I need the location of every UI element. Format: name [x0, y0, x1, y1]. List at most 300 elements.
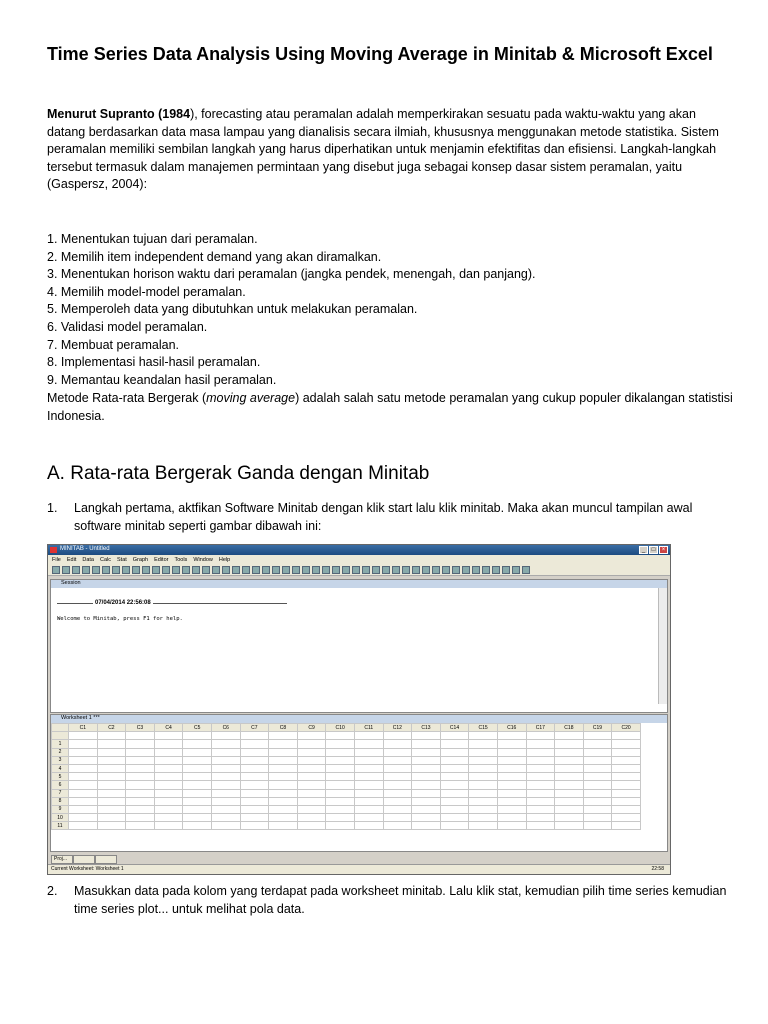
name-cell: [612, 732, 641, 740]
menu-item: Editor: [154, 556, 169, 563]
toolbar-icon: [142, 566, 150, 574]
grid-cell: [412, 814, 441, 822]
grid-cell: [326, 797, 355, 805]
grid-cell: [555, 789, 584, 797]
grid-cell: [126, 773, 155, 781]
intro-text: ), forecasting atau peramalan adalah memperkirakan sesuatu pada waktu-waktu yang akan datang berdasarkan data masa lampau yang dianalisis secara ilmiah, khususnya menggunakan metode statistika. Sistem peramalan memiliki sembilan langkah yang harus diperhatikan untuk menjamin efektifitas dan efisiensi. Langkah-langkah tersebut termasuk dalam manajemen permintaan yang disebut juga sebagai konsep dasar sistem peramalan, yaitu (Gaspersz, 2004):: [47, 107, 719, 192]
grid-cell: [326, 764, 355, 772]
column-header: C19: [583, 724, 612, 732]
grid-cell: [240, 764, 269, 772]
menu-item: Stat: [117, 556, 127, 563]
grid-cell: [383, 822, 412, 830]
grid-cell: [497, 748, 526, 756]
grid-cell: [383, 781, 412, 789]
toolbar-icon: [452, 566, 460, 574]
step-1-number: 1.: [47, 501, 58, 515]
grid-cell: [526, 805, 555, 813]
grid-cell: [412, 822, 441, 830]
column-header: C11: [354, 724, 383, 732]
toolbar-icon: [322, 566, 330, 574]
minitab-app-icon: [50, 547, 57, 553]
toolbar-icon: [82, 566, 90, 574]
toolbar-icon: [512, 566, 520, 574]
menu-item: Tools: [174, 556, 188, 563]
grid-cell: [497, 781, 526, 789]
grid-cell: [269, 781, 298, 789]
grid-cell: [383, 764, 412, 772]
grid-cell: [326, 740, 355, 748]
grid-cell: [69, 805, 98, 813]
column-header: C20: [612, 724, 641, 732]
step-1: [47, 499, 727, 535]
grid-cell: [555, 740, 584, 748]
toolbar-icon: [342, 566, 350, 574]
grid-cell: [126, 781, 155, 789]
table-row: [52, 781, 641, 789]
toolbar-icon: [422, 566, 430, 574]
grid-cell: [526, 740, 555, 748]
grid-cell: [469, 822, 498, 830]
grid-cell: [354, 740, 383, 748]
name-cell: [211, 732, 240, 740]
grid-cell: [526, 748, 555, 756]
toolbar-icon: [402, 566, 410, 574]
grid-cell: [97, 773, 126, 781]
grid-cell: [497, 805, 526, 813]
table-row: [52, 764, 641, 772]
grid-cell: [183, 756, 212, 764]
grid-cell: [97, 822, 126, 830]
grid-cell: [211, 756, 240, 764]
grid-cell: [240, 781, 269, 789]
list-item: 4. Memilih model-model peramalan.: [47, 284, 246, 299]
grid-cell: [183, 764, 212, 772]
grid-cell: [240, 748, 269, 756]
grid-cell: [126, 805, 155, 813]
toolbar-icon: [262, 566, 270, 574]
worksheet-grid: [51, 723, 641, 830]
grid-cell: [412, 805, 441, 813]
list-item: 3. Menentukan horison waktu dari peramalan (jangka pendek, menengah, dan panjang).: [47, 267, 536, 282]
grid-cell: [154, 822, 183, 830]
grid-cell: [383, 740, 412, 748]
closing-pre: Metode Rata-rata Bergerak (: [47, 391, 207, 405]
intro-author: Menurut Supranto (1984: [47, 107, 191, 121]
toolbar-icon: [352, 566, 360, 574]
grid-cell: [612, 781, 641, 789]
row-header: 10: [52, 814, 69, 822]
grid-cell: [354, 764, 383, 772]
menu-item: Window: [193, 556, 213, 563]
grid-cell: [526, 756, 555, 764]
grid-cell: [297, 756, 326, 764]
grid-cell: [269, 805, 298, 813]
menu-item: Help: [218, 556, 231, 563]
table-row: [52, 814, 641, 822]
grid-cell: [297, 773, 326, 781]
step-2: [47, 882, 727, 918]
column-header: C16: [497, 724, 526, 732]
grid-cell: [211, 781, 240, 789]
grid-cell: [183, 822, 212, 830]
grid-cell: [69, 773, 98, 781]
grid-cell: [412, 748, 441, 756]
grid-cell: [69, 740, 98, 748]
minitab-taskbar: [48, 853, 670, 864]
list-item: 2. Memilih item independent demand yang akan diramalkan.: [47, 249, 382, 264]
grid-cell: [469, 805, 498, 813]
toolbar-icon: [492, 566, 500, 574]
grid-cell: [69, 764, 98, 772]
grid-cell: [497, 789, 526, 797]
column-header: C2: [97, 724, 126, 732]
grid-cell: [269, 789, 298, 797]
grid-cell: [612, 822, 641, 830]
grid-cell: [269, 814, 298, 822]
grid-cell: [469, 748, 498, 756]
column-header: C3: [126, 724, 155, 732]
grid-cell: [154, 797, 183, 805]
grid-cell: [412, 764, 441, 772]
toolbar-icon: [182, 566, 190, 574]
grid-cell: [526, 814, 555, 822]
list-item: 8. Implementasi hasil-hasil peramalan.: [47, 355, 261, 370]
grid-cell: [383, 814, 412, 822]
grid-cell: [240, 756, 269, 764]
step-2-text: Masukkan data pada kolom yang terdapat pada worksheet minitab. Lalu klik stat, kemudian pilih time series kemudian time series plot... untuk melihat pola data.: [74, 884, 727, 916]
grid-cell: [469, 797, 498, 805]
column-header: C1: [69, 724, 98, 732]
name-cell: [183, 732, 212, 740]
grid-cell: [497, 764, 526, 772]
grid-cell: [240, 789, 269, 797]
grid-cell: [211, 805, 240, 813]
section-heading: A. Rata-rata Bergerak Ganda dengan Minitab: [47, 463, 430, 484]
grid-cell: [612, 773, 641, 781]
grid-cell: [354, 814, 383, 822]
grid-cell: [154, 756, 183, 764]
name-cell: [326, 732, 355, 740]
grid-cell: [555, 822, 584, 830]
toolbar-icon: [202, 566, 210, 574]
grid-cell: [383, 748, 412, 756]
grid-cell: [440, 822, 469, 830]
toolbar-icon: [232, 566, 240, 574]
grid-cell: [211, 789, 240, 797]
grid-cell: [497, 797, 526, 805]
grid-cell: [326, 814, 355, 822]
toolbar-icon: [482, 566, 490, 574]
grid-cell: [497, 814, 526, 822]
toolbar-icon: [132, 566, 140, 574]
grid-cell: [154, 814, 183, 822]
grid-cell: [297, 797, 326, 805]
grid-cell: [240, 805, 269, 813]
forecast-steps-list: [47, 231, 737, 389]
grid-cell: [97, 764, 126, 772]
grid-cell: [183, 781, 212, 789]
grid-cell: [183, 789, 212, 797]
grid-cell: [211, 773, 240, 781]
grid-cell: [612, 805, 641, 813]
grid-cell: [354, 805, 383, 813]
list-item: 7. Membuat peramalan.: [47, 337, 180, 352]
grid-cell: [583, 748, 612, 756]
grid-cell: [612, 797, 641, 805]
toolbar-icon: [152, 566, 160, 574]
grid-cell: [612, 740, 641, 748]
grid-cell: [440, 748, 469, 756]
column-header: C10: [326, 724, 355, 732]
row-header: 9: [52, 805, 69, 813]
grid-cell: [126, 797, 155, 805]
grid-cell: [154, 789, 183, 797]
column-header: C9: [297, 724, 326, 732]
column-header: C7: [240, 724, 269, 732]
grid-cell: [555, 781, 584, 789]
table-row: [52, 740, 641, 748]
grid-cell: [412, 781, 441, 789]
minitab-statusbar: [48, 864, 670, 874]
grid-cell: [354, 789, 383, 797]
grid-cell: [383, 789, 412, 797]
minitab-titlebar: [48, 545, 670, 555]
toolbar-icon: [432, 566, 440, 574]
toolbar-icon: [302, 566, 310, 574]
grid-cell: [269, 797, 298, 805]
grid-cell: [583, 740, 612, 748]
column-header: C17: [526, 724, 555, 732]
grid-cell: [126, 822, 155, 830]
grid-cell: [269, 764, 298, 772]
grid-cell: [440, 789, 469, 797]
grid-cell: [97, 797, 126, 805]
row-header: 6: [52, 781, 69, 789]
grid-cell: [440, 797, 469, 805]
grid-cell: [211, 814, 240, 822]
session-window: [50, 579, 668, 713]
grid-cell: [583, 756, 612, 764]
column-header: C4: [154, 724, 183, 732]
grid-cell: [583, 797, 612, 805]
row-header: 1: [52, 740, 69, 748]
grid-cell: [497, 740, 526, 748]
grid-cell: [240, 773, 269, 781]
toolbar-icon: [102, 566, 110, 574]
grid-cell: [612, 748, 641, 756]
column-header: C6: [211, 724, 240, 732]
grid-cell: [354, 797, 383, 805]
grid-cell: [183, 748, 212, 756]
grid-cell: [612, 756, 641, 764]
row-header: 11: [52, 822, 69, 830]
toolbar-icon: [192, 566, 200, 574]
grid-cell: [183, 797, 212, 805]
toolbar-icon: [362, 566, 370, 574]
name-cell: [440, 732, 469, 740]
grid-cell: [526, 781, 555, 789]
grid-cell: [469, 789, 498, 797]
table-row: [52, 805, 641, 813]
toolbar-icon: [442, 566, 450, 574]
row-header: 7: [52, 789, 69, 797]
row-header: 3: [52, 756, 69, 764]
taskbar-item: [73, 855, 95, 864]
closing-paragraph: [47, 390, 737, 425]
grid-cell: [469, 773, 498, 781]
grid-cell: [297, 740, 326, 748]
grid-cell: [469, 814, 498, 822]
name-cell: [469, 732, 498, 740]
toolbar-icon: [412, 566, 420, 574]
toolbar-icon: [52, 566, 60, 574]
grid-cell: [297, 805, 326, 813]
minitab-toolbar: [48, 564, 670, 576]
toolbar-icon: [272, 566, 280, 574]
grid-cell: [440, 756, 469, 764]
grid-cell: [240, 822, 269, 830]
menu-item: Calc: [99, 556, 111, 563]
worksheet-window: [50, 714, 668, 852]
grid-cell: [440, 814, 469, 822]
grid-cell: [326, 748, 355, 756]
grid-cell: [154, 748, 183, 756]
name-cell: [126, 732, 155, 740]
name-cell: [555, 732, 584, 740]
session-welcome: Welcome to Minitab, press F1 for help.: [57, 616, 183, 622]
grid-cell: [97, 740, 126, 748]
session-scrollbar: [658, 588, 667, 704]
grid-cell: [211, 764, 240, 772]
grid-cell: [97, 756, 126, 764]
toolbar-icon: [252, 566, 260, 574]
name-cell: [69, 732, 98, 740]
grid-cell: [69, 797, 98, 805]
grid-cell: [383, 797, 412, 805]
grid-cell: [69, 822, 98, 830]
table-row: [52, 748, 641, 756]
name-cell: [297, 732, 326, 740]
table-row: [52, 789, 641, 797]
toolbar-icon: [522, 566, 530, 574]
toolbar-icon: [372, 566, 380, 574]
grid-cell: [154, 781, 183, 789]
toolbar-icon: [162, 566, 170, 574]
minimize-icon: _: [639, 546, 648, 554]
grid-cell: [354, 748, 383, 756]
grid-cell: [440, 764, 469, 772]
grid-cell: [612, 764, 641, 772]
grid-cell: [69, 781, 98, 789]
grid-cell: [555, 756, 584, 764]
grid-cell: [555, 797, 584, 805]
name-cell: [383, 732, 412, 740]
grid-cell: [555, 773, 584, 781]
toolbar-icon: [72, 566, 80, 574]
grid-cell: [240, 797, 269, 805]
name-cell: [412, 732, 441, 740]
name-cell: [526, 732, 555, 740]
grid-cell: [583, 822, 612, 830]
status-text: Current Worksheet: Worksheet 1: [51, 866, 124, 872]
grid-cell: [555, 814, 584, 822]
name-cell: [154, 732, 183, 740]
grid-cell: [469, 764, 498, 772]
session-rule: [57, 603, 287, 604]
grid-cell: [526, 789, 555, 797]
grid-cell: [69, 748, 98, 756]
grid-cell: [126, 789, 155, 797]
toolbar-icon: [472, 566, 480, 574]
grid-cell: [183, 814, 212, 822]
menu-item: File: [52, 556, 61, 563]
grid-cell: [469, 740, 498, 748]
grid-cell: [126, 740, 155, 748]
grid-cell: [326, 805, 355, 813]
column-header: C15: [469, 724, 498, 732]
session-title: Session: [61, 580, 81, 586]
step-2-number: 2.: [47, 884, 58, 898]
toolbar-icon: [62, 566, 70, 574]
grid-cell: [183, 773, 212, 781]
grid-cell: [440, 773, 469, 781]
grid-cell: [183, 740, 212, 748]
name-cell: [497, 732, 526, 740]
grid-cell: [269, 740, 298, 748]
grid-cell: [69, 756, 98, 764]
toolbar-icon: [462, 566, 470, 574]
list-item: 6. Validasi model peramalan.: [47, 319, 208, 334]
name-cell: [269, 732, 298, 740]
toolbar-icon: [112, 566, 120, 574]
grid-cell: [154, 764, 183, 772]
minitab-window-title: MINITAB - Untitled: [60, 546, 110, 552]
session-titlebar: [51, 580, 667, 588]
grid-cell: [440, 740, 469, 748]
row-header: 4: [52, 764, 69, 772]
table-row: [52, 756, 641, 764]
grid-cell: [412, 773, 441, 781]
grid-cell: [497, 773, 526, 781]
grid-cell: [583, 773, 612, 781]
grid-cell: [383, 805, 412, 813]
grid-cell: [69, 814, 98, 822]
grid-cell: [211, 822, 240, 830]
column-header: C14: [440, 724, 469, 732]
grid-cell: [612, 814, 641, 822]
grid-cell: [469, 781, 498, 789]
grid-cell: [354, 781, 383, 789]
grid-cell: [269, 822, 298, 830]
grid-cell: [326, 789, 355, 797]
menu-item: Data: [82, 556, 94, 563]
taskbar-item: Proj...: [51, 855, 73, 864]
list-item: 5. Memperoleh data yang dibutuhkan untuk melakukan peramalan.: [47, 302, 418, 317]
grid-cell: [354, 756, 383, 764]
name-cell: [240, 732, 269, 740]
grid-cell: [297, 748, 326, 756]
grid-cell: [583, 764, 612, 772]
grid-cell: [240, 814, 269, 822]
toolbar-icon: [212, 566, 220, 574]
maximize-icon: □: [649, 546, 658, 554]
grid-cell: [440, 781, 469, 789]
toolbar-icon: [502, 566, 510, 574]
grid-cell: [583, 814, 612, 822]
toolbar-icon: [282, 566, 290, 574]
grid-cell: [612, 789, 641, 797]
grid-cell: [412, 756, 441, 764]
